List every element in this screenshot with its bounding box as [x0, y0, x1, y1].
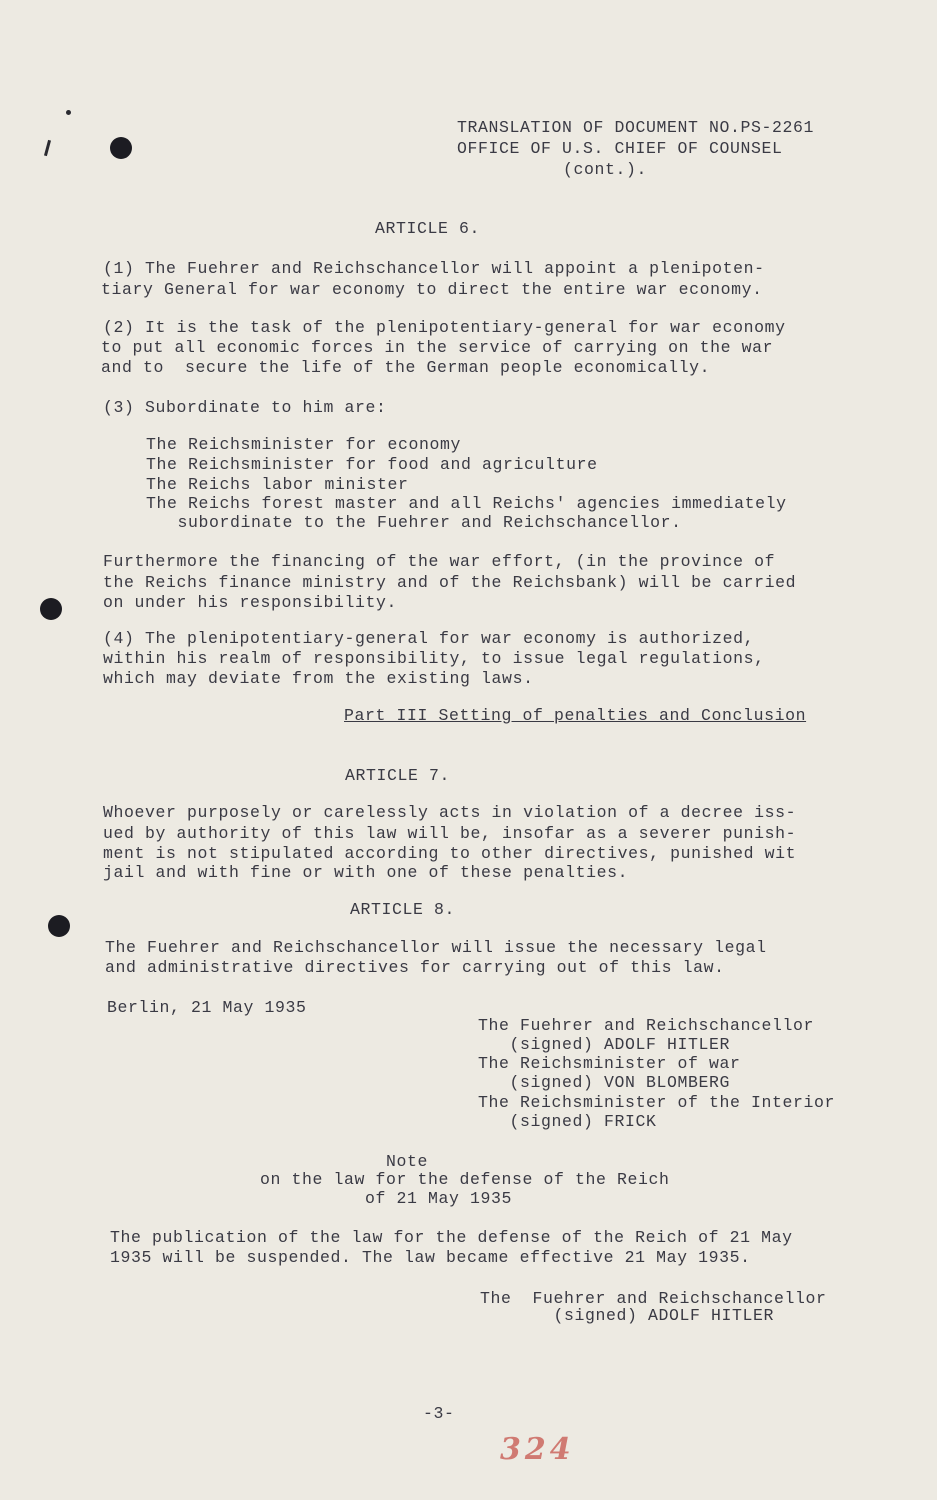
note-text: The publication of the law for the defense of the Reich of 21 May: [110, 1228, 793, 1247]
paragraph-5: (4) The plenipotentiary-general for war economy is authorized,: [103, 629, 755, 648]
page-number: -3-: [423, 1404, 455, 1423]
signature-line: The Reichsminister of war: [478, 1054, 741, 1073]
paragraph-4: the Reichs finance ministry and of the Reichsbank) will be carried: [103, 573, 797, 592]
signature-line: (signed) ADOLF HITLER: [478, 1035, 731, 1054]
article-8-text: and administrative directives for carrying out of this law.: [105, 958, 725, 977]
header-line-3: (cont.).: [563, 160, 648, 179]
article-8-heading: ARTICLE 8.: [350, 900, 456, 919]
paragraph-2: (2) It is the task of the plenipotentiary-general for war economy: [103, 318, 786, 337]
paragraph-1: tiary General for war economy to direct the entire war economy.: [101, 280, 763, 299]
punch-hole-lower: [48, 915, 70, 937]
article-7-text: Whoever purposely or carelessly acts in violation of a decree iss-: [103, 803, 797, 822]
article-8-text: The Fuehrer and Reichschancellor will issue the necessary legal: [105, 938, 767, 957]
paragraph-1: (1) The Fuehrer and Reichschancellor will appoint a plenipoten-: [103, 259, 765, 278]
archive-stamp-number: 324: [500, 1432, 575, 1467]
list-item: The Reichsminister for economy: [146, 435, 462, 454]
paragraph-2: and to secure the life of the German people economically.: [101, 358, 711, 377]
article-7-text: ued by authority of this law will be, insofar as a severer punish-: [103, 824, 797, 843]
header-line-2: OFFICE OF U.S. CHIEF OF COUNSEL: [457, 139, 783, 158]
dateline: Berlin, 21 May 1935: [107, 998, 307, 1017]
paragraph-2: to put all economic forces in the service of carrying on the war: [101, 338, 774, 357]
list-item: The Reichs labor minister: [146, 475, 409, 494]
punch-hole-middle: [40, 598, 62, 620]
list-item: The Reichsminister for food and agriculture: [146, 455, 598, 474]
paragraph-5: which may deviate from the existing laws.: [103, 669, 534, 688]
article-7-heading: ARTICLE 7.: [345, 766, 451, 785]
list-item: subordinate to the Fuehrer and Reichschancellor.: [146, 513, 682, 532]
signature-line: The Reichsminister of the Interior: [478, 1093, 836, 1112]
paragraph-4: on under his responsibility.: [103, 593, 398, 612]
punch-hole-top: [110, 137, 132, 159]
note-signature: The Fuehrer and Reichschancellor: [480, 1289, 827, 1308]
ink-dot: [66, 110, 71, 115]
header-line-1: TRANSLATION OF DOCUMENT NO.PS-2261: [457, 118, 815, 137]
note-date: of 21 May 1935: [365, 1189, 513, 1208]
note-signature: (signed) ADOLF HITLER: [480, 1306, 775, 1325]
paragraph-3: (3) Subordinate to him are:: [103, 398, 387, 417]
note-title: Note: [386, 1152, 429, 1171]
article-7-text: ment is not stipulated according to other directives, punished wit: [103, 844, 797, 863]
article-7-text: jail and with fine or with one of these penalties.: [103, 863, 629, 882]
paragraph-4: Furthermore the financing of the war effort, (in the province of: [103, 552, 776, 571]
signature-line: (signed) FRICK: [478, 1112, 657, 1131]
article-6-heading: ARTICLE 6.: [375, 219, 481, 238]
signature-line: The Fuehrer and Reichschancellor: [478, 1016, 815, 1035]
list-item: The Reichs forest master and all Reichs' agencies immediately: [146, 494, 787, 513]
note-subtitle: on the law for the defense of the Reich: [260, 1170, 670, 1189]
part-3-heading: Part III Setting of penalties and Conclusion: [344, 706, 807, 725]
signature-line: (signed) VON BLOMBERG: [478, 1073, 731, 1092]
note-text: 1935 will be suspended. The law became effective 21 May 1935.: [110, 1248, 751, 1267]
ink-mark: [44, 140, 51, 156]
paragraph-5: within his realm of responsibility, to issue legal regulations,: [103, 649, 765, 668]
